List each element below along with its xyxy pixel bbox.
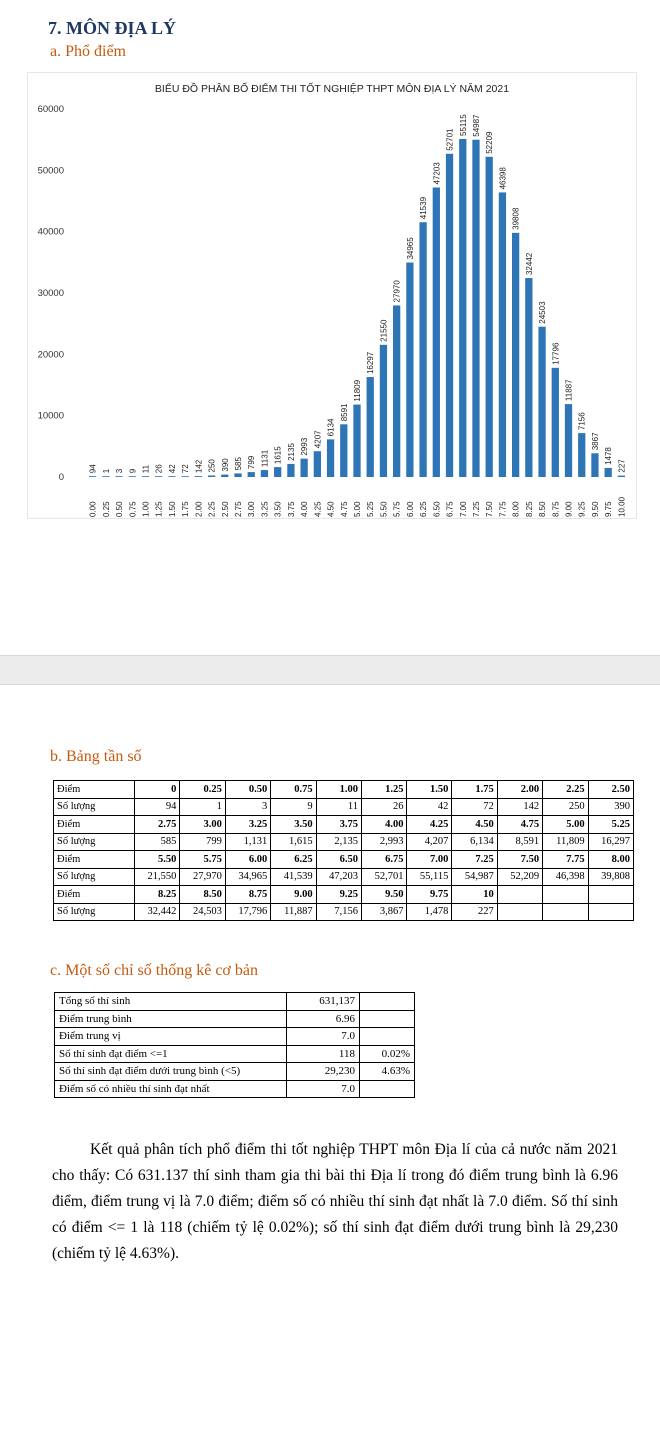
y-tick-label: 10000 <box>37 410 64 422</box>
table-cell: 42 <box>407 798 452 816</box>
x-tick-label: 1.25 <box>154 501 164 517</box>
x-tick-label: 3.00 <box>247 501 257 517</box>
table-cell: 0.75 <box>271 781 316 799</box>
bar <box>89 476 96 477</box>
table-cell: 7,156 <box>316 903 361 921</box>
bar <box>168 476 175 477</box>
bar <box>512 233 519 477</box>
x-tick-label: 4.75 <box>339 501 349 517</box>
table-cell: 1.25 <box>362 781 407 799</box>
x-tick-label: 3.25 <box>260 501 270 517</box>
x-tick-label: 9.00 <box>564 501 574 517</box>
data-label: 17796 <box>551 342 561 365</box>
data-label: 72 <box>181 464 191 474</box>
table-cell: 52,209 <box>497 868 542 886</box>
statistics-table <box>54 992 415 1098</box>
table-cell: 2.25 <box>543 781 588 799</box>
table-cell: 6.25 <box>271 851 316 869</box>
table-cell: 11,887 <box>271 903 316 921</box>
x-tick-label: 6.25 <box>419 501 429 517</box>
table-cell: 8.50 <box>180 886 225 904</box>
chart-container <box>27 72 637 519</box>
bar <box>380 345 387 477</box>
table-cell: 9 <box>271 798 316 816</box>
x-tick-label: 1.75 <box>181 501 191 517</box>
bar <box>459 139 466 477</box>
data-label: 799 <box>247 455 257 470</box>
x-tick-label: 1.50 <box>167 501 177 517</box>
table-cell <box>588 886 633 904</box>
data-label: 8591 <box>339 403 349 422</box>
data-label: 7156 <box>577 412 587 431</box>
table-cell: 26 <box>362 798 407 816</box>
stat-percent: 0.02% <box>360 1045 415 1063</box>
table-cell: 6.75 <box>362 851 407 869</box>
bar <box>393 305 400 477</box>
stat-value: 6.96 <box>287 1010 360 1028</box>
data-label: 3 <box>115 468 125 474</box>
table-cell: 46,398 <box>543 868 588 886</box>
data-label: 11887 <box>564 379 574 402</box>
bar <box>208 475 215 477</box>
table-cell: 3.00 <box>180 816 225 834</box>
x-tick-label: 0.25 <box>101 501 111 517</box>
bar <box>274 467 281 477</box>
data-label: 55115 <box>458 114 468 136</box>
table-cell: 6.50 <box>316 851 361 869</box>
data-label: 54987 <box>471 114 481 137</box>
x-tick-label: 2.00 <box>194 501 204 517</box>
bar <box>102 476 109 477</box>
stat-value: 118 <box>287 1045 360 1063</box>
bar <box>287 464 294 477</box>
count-row <box>54 868 634 886</box>
row-label: Điểm <box>54 781 135 799</box>
table-cell: 8,591 <box>497 833 542 851</box>
table-cell: 585 <box>135 833 180 851</box>
score-row <box>54 851 634 869</box>
bar <box>327 439 334 477</box>
x-tick-label: 8.00 <box>511 501 521 517</box>
table-cell: 9.25 <box>316 886 361 904</box>
table-cell: 0.25 <box>180 781 225 799</box>
y-tick-label: 30000 <box>37 288 64 299</box>
row-label: Số lượng <box>54 868 135 886</box>
x-tick-label: 4.00 <box>300 501 310 517</box>
x-tick-label: 7.50 <box>485 501 495 517</box>
table-cell <box>497 903 542 921</box>
data-label: 34965 <box>405 237 415 260</box>
table-cell: 4.75 <box>497 816 542 834</box>
y-tick-label: 50000 <box>37 165 64 177</box>
stat-percent <box>360 1010 415 1028</box>
data-label: 24503 <box>538 301 548 324</box>
bar <box>195 476 202 477</box>
data-label: 585 <box>234 457 244 471</box>
table-cell: 3 <box>225 798 270 816</box>
stat-percent <box>360 1080 415 1098</box>
table-cell <box>543 903 588 921</box>
stats-row <box>55 1063 415 1081</box>
table-cell: 27,970 <box>180 868 225 886</box>
table-cell: 5.00 <box>543 816 588 834</box>
bar <box>578 433 585 477</box>
data-label: 94 <box>88 464 98 474</box>
stat-name: Số thí sinh đạt điểm dưới trung bình (<5) <box>55 1063 287 1081</box>
x-tick-label: 5.25 <box>366 501 376 517</box>
bar <box>340 424 347 477</box>
score-row <box>54 886 634 904</box>
table-cell: 5.25 <box>588 816 633 834</box>
stat-value: 7.0 <box>287 1028 360 1046</box>
table-cell: 0 <box>135 781 180 799</box>
table-cell: 2.50 <box>588 781 633 799</box>
x-tick-label: 7.25 <box>471 501 481 517</box>
table-cell: 4.25 <box>407 816 452 834</box>
stat-name: Số thí sinh đạt điểm <=1 <box>55 1045 287 1063</box>
table-cell: 54,987 <box>452 868 497 886</box>
x-tick-label: 7.00 <box>458 501 468 517</box>
table-cell: 24,503 <box>180 903 225 921</box>
data-label: 6134 <box>326 418 336 437</box>
table-cell: 0.50 <box>225 781 270 799</box>
data-label: 250 <box>207 459 217 473</box>
stat-name: Điểm trung vị <box>55 1028 287 1046</box>
x-tick-label: 8.50 <box>538 501 548 517</box>
count-row <box>54 903 634 921</box>
table-cell: 16,297 <box>588 833 633 851</box>
data-label: 11 <box>141 464 151 474</box>
table-cell: 72 <box>452 798 497 816</box>
bar <box>446 154 453 477</box>
data-label: 4207 <box>313 430 323 449</box>
data-label: 3867 <box>590 432 600 451</box>
table-cell: 390 <box>588 798 633 816</box>
data-label: 2135 <box>286 443 296 461</box>
data-label: 39808 <box>511 207 521 230</box>
data-label: 390 <box>220 458 230 472</box>
table-cell: 4.50 <box>452 816 497 834</box>
stat-name: Điểm trung bình <box>55 1010 287 1028</box>
stat-value: 631,137 <box>287 993 360 1011</box>
bar <box>261 470 268 477</box>
data-label: 47203 <box>432 162 442 185</box>
table-cell: 1,615 <box>271 833 316 851</box>
table-cell: 2,135 <box>316 833 361 851</box>
data-label: 1478 <box>604 447 614 465</box>
row-label: Số lượng <box>54 903 135 921</box>
bar <box>406 263 413 477</box>
bar <box>155 476 162 477</box>
row-label: Số lượng <box>54 833 135 851</box>
bar <box>618 476 625 477</box>
table-cell: 2.00 <box>497 781 542 799</box>
x-tick-label: 9.25 <box>577 501 587 517</box>
bar <box>552 368 559 477</box>
y-tick-label: 40000 <box>37 226 64 238</box>
data-label: 27970 <box>392 280 402 303</box>
table-cell: 1.00 <box>316 781 361 799</box>
table-cell: 8.00 <box>588 851 633 869</box>
stat-name: Điểm số có nhiều thí sinh đạt nhất <box>55 1080 287 1098</box>
data-label: 2993 <box>300 437 310 456</box>
stat-percent: 4.63% <box>360 1063 415 1081</box>
data-label: 1615 <box>273 446 283 465</box>
stat-percent <box>360 1028 415 1046</box>
data-label: 1 <box>101 468 111 474</box>
x-tick-label: 9.75 <box>604 501 614 517</box>
data-label: 16297 <box>366 351 376 375</box>
table-cell: 3,867 <box>362 903 407 921</box>
bar <box>248 472 255 477</box>
y-tick-label: 60000 <box>37 104 64 115</box>
data-label: 52701 <box>445 128 455 151</box>
table-cell: 39,808 <box>588 868 633 886</box>
stats-row <box>55 1010 415 1028</box>
table-cell: 1 <box>180 798 225 816</box>
row-label: Số lượng <box>54 798 135 816</box>
table-cell: 94 <box>135 798 180 816</box>
x-tick-label: 5.50 <box>379 501 389 517</box>
table-cell: 7.00 <box>407 851 452 869</box>
table-cell: 2.75 <box>135 816 180 834</box>
stat-percent <box>360 993 415 1011</box>
row-label: Điểm <box>54 851 135 869</box>
stats-row <box>55 1028 415 1046</box>
x-tick-label: 3.50 <box>273 501 283 517</box>
subheading-statistics: c. Một số chỉ số thống kê cơ bản <box>50 962 258 979</box>
bar <box>591 453 598 477</box>
table-cell: 9.50 <box>362 886 407 904</box>
section-heading: 7. MÔN ĐỊA LÝ <box>48 18 177 38</box>
table-cell: 227 <box>452 903 497 921</box>
stats-row <box>55 993 415 1011</box>
table-cell <box>588 903 633 921</box>
bar <box>300 459 307 477</box>
x-tick-label: 2.75 <box>234 501 244 517</box>
x-tick-label: 1.00 <box>141 501 151 517</box>
table-cell <box>543 886 588 904</box>
bar <box>142 476 149 477</box>
table-cell: 47,203 <box>316 868 361 886</box>
table-cell: 1.50 <box>407 781 452 799</box>
data-label: 42 <box>167 464 177 474</box>
x-tick-label: 5.75 <box>392 501 402 517</box>
table-cell: 11 <box>316 798 361 816</box>
data-label: 1131 <box>260 449 270 468</box>
table-cell: 5.75 <box>180 851 225 869</box>
x-tick-label: 7.75 <box>498 501 508 517</box>
table-cell: 41,539 <box>271 868 316 886</box>
table-cell: 3.25 <box>225 816 270 834</box>
table-cell: 1,131 <box>225 833 270 851</box>
x-tick-label: 6.00 <box>405 501 415 517</box>
table-cell: 250 <box>543 798 588 816</box>
table-cell: 8.75 <box>225 886 270 904</box>
bar <box>314 451 321 477</box>
table-cell: 4,207 <box>407 833 452 851</box>
table-cell: 7.75 <box>543 851 588 869</box>
row-label: Điểm <box>54 816 135 834</box>
table-cell: 5.50 <box>135 851 180 869</box>
table-cell: 55,115 <box>407 868 452 886</box>
x-tick-label: 8.75 <box>551 501 561 517</box>
x-tick-label: 0.50 <box>115 501 125 517</box>
frequency-table <box>53 780 634 921</box>
bar <box>367 377 374 477</box>
table-cell: 7.25 <box>452 851 497 869</box>
table-cell: 11,809 <box>543 833 588 851</box>
bar <box>433 187 440 477</box>
table-cell: 8.25 <box>135 886 180 904</box>
table-cell: 7.50 <box>497 851 542 869</box>
bar <box>234 473 241 477</box>
bar-chart <box>28 73 636 518</box>
table-cell: 6.00 <box>225 851 270 869</box>
x-tick-label: 9.50 <box>590 501 600 517</box>
score-row <box>54 816 634 834</box>
table-cell: 52,701 <box>362 868 407 886</box>
stats-row <box>55 1080 415 1098</box>
x-tick-label: 2.50 <box>220 501 230 517</box>
y-tick-label: 20000 <box>37 349 64 361</box>
x-tick-label: 4.50 <box>326 501 336 517</box>
x-tick-label: 5.00 <box>353 501 362 517</box>
bar <box>221 475 228 477</box>
table-cell: 3.50 <box>271 816 316 834</box>
page-divider <box>0 655 660 685</box>
table-cell: 799 <box>180 833 225 851</box>
bar <box>565 404 572 477</box>
chart-title: BIỂU ĐỒ PHÂN BỐ ĐIỂM THI TỐT NGHIỆP THPT MÔN ĐỊA LÝ NĂM 2021 <box>154 83 510 95</box>
bar <box>472 140 479 477</box>
x-tick-label: 2.25 <box>207 501 217 517</box>
bar <box>115 476 122 477</box>
stat-value: 29,230 <box>287 1063 360 1081</box>
data-label: 46398 <box>498 167 508 190</box>
x-tick-label: 4.25 <box>313 501 323 517</box>
table-cell: 17,796 <box>225 903 270 921</box>
bar <box>525 278 532 477</box>
x-tick-label: 0.00 <box>88 501 98 517</box>
table-cell: 9.00 <box>271 886 316 904</box>
bar <box>182 476 189 477</box>
table-cell: 9.75 <box>407 886 452 904</box>
table-cell: 6,134 <box>452 833 497 851</box>
bar <box>499 192 506 477</box>
bar <box>538 327 545 477</box>
data-label: 21550 <box>379 319 389 342</box>
table-cell: 21,550 <box>135 868 180 886</box>
subheading-score-spectrum: a. Phổ điểm <box>50 43 126 60</box>
y-tick-label: 0 <box>58 472 64 483</box>
table-cell: 3.75 <box>316 816 361 834</box>
table-cell: 1,478 <box>407 903 452 921</box>
table-cell: 142 <box>497 798 542 816</box>
count-row <box>54 833 634 851</box>
data-label: 41539 <box>419 196 429 220</box>
x-tick-label: 8.25 <box>524 501 534 517</box>
table-cell: 34,965 <box>225 868 270 886</box>
table-cell: 10 <box>452 886 497 904</box>
table-cell: 4.00 <box>362 816 407 834</box>
data-label: 52209 <box>485 131 495 154</box>
data-label: 11809 <box>353 379 362 402</box>
bar <box>419 222 426 477</box>
x-tick-label: 6.75 <box>445 501 455 517</box>
table-cell: 32,442 <box>135 903 180 921</box>
table-cell: 1.75 <box>452 781 497 799</box>
data-label: 227 <box>617 459 627 473</box>
x-tick-label: 0.75 <box>128 501 138 517</box>
data-label: 26 <box>154 464 164 474</box>
subheading-frequency-table: b. Bảng tần số <box>50 748 142 765</box>
x-tick-label: 10.00 <box>617 496 627 517</box>
row-label: Điểm <box>54 886 135 904</box>
table-cell <box>497 886 542 904</box>
stat-name: Tổng số thí sinh <box>55 993 287 1011</box>
score-row <box>54 781 634 799</box>
bar <box>486 157 493 477</box>
count-row <box>54 798 634 816</box>
stats-row <box>55 1045 415 1063</box>
table-cell: 2,993 <box>362 833 407 851</box>
data-label: 32442 <box>524 252 534 276</box>
bar <box>605 468 612 477</box>
bar <box>129 476 136 477</box>
x-tick-label: 6.50 <box>432 501 442 517</box>
data-label: 142 <box>194 459 204 474</box>
data-label: 9 <box>128 468 138 474</box>
stat-value: 7.0 <box>287 1080 360 1098</box>
x-tick-label: 3.75 <box>286 501 296 517</box>
bar <box>353 405 360 477</box>
analysis-paragraph: Kết quả phân tích phổ điểm thi tốt nghiệp THPT môn Địa lí của cả nước năm 2021 cho thấy: Có 631.137 thí sinh tham gia thi bài thi Địa lí trong đó điểm trung bình là 6.96 điểm, điểm trung vị là 7.0 điểm; điểm số có nhiều thí sinh đạt nhất là 7.0 điểm. Số thí sinh có điểm <= 1 là 118 (chiếm tỷ lệ 0.02%); số thí sinh đạt điểm dưới trung bình là 29,230 (chiếm tỷ lệ 4.63%). <box>52 1141 618 1262</box>
